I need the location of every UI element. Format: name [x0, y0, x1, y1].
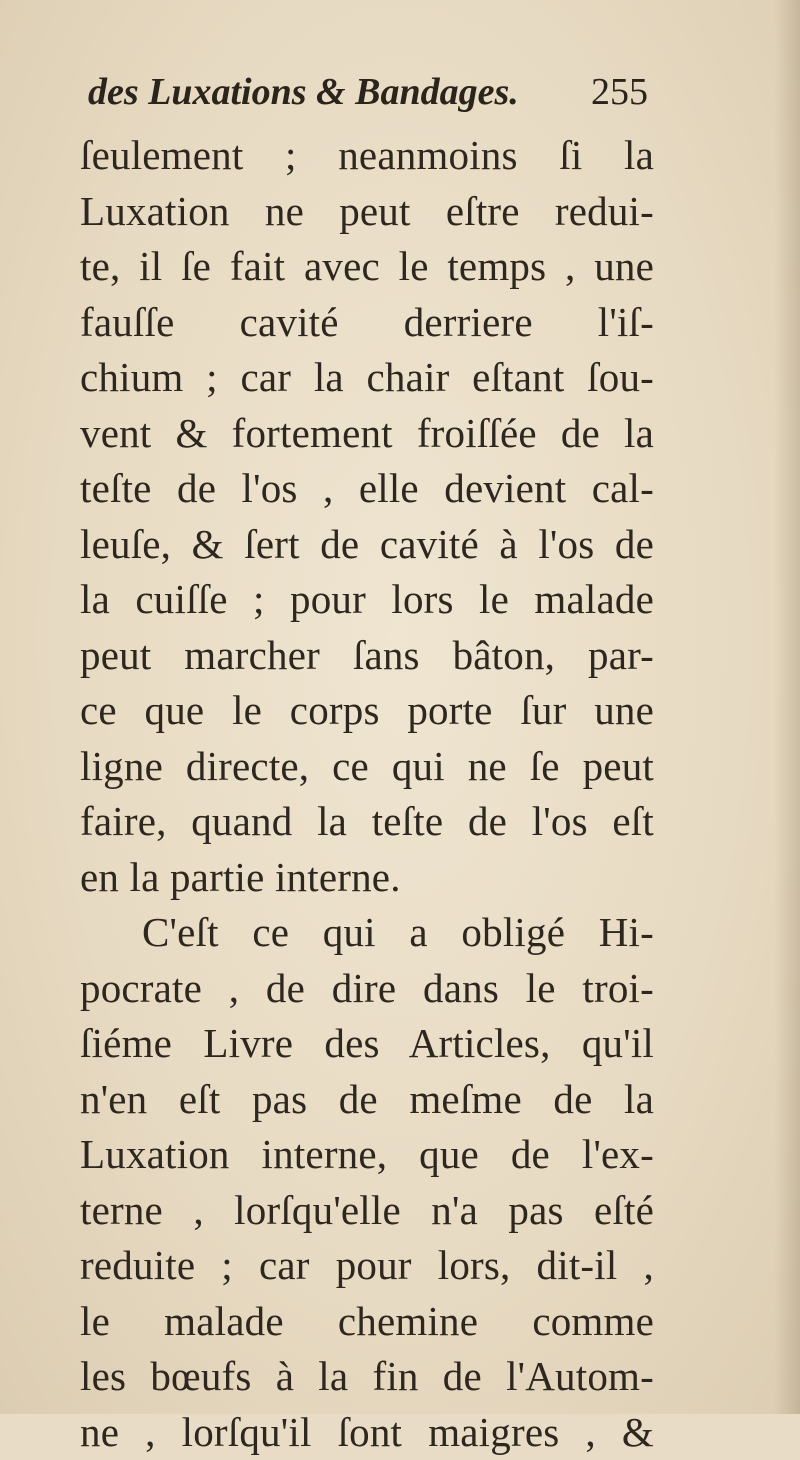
- text-line: ce que le corps porte ſur une: [80, 683, 654, 739]
- running-header: [88, 70, 648, 122]
- text-line: reduite ; car pour lors, dit-il ,: [80, 1238, 654, 1294]
- text-line: n'en eſt pas de meſme de la: [80, 1072, 654, 1128]
- text-line: ligne directe, ce qui ne ſe peut: [80, 739, 654, 795]
- text-line: ſeulement ; neanmoins ſi la: [80, 128, 654, 184]
- text-line: ſiéme Livre des Articles, qu'il: [80, 1016, 654, 1072]
- running-title: des Luxations & Bandages.: [88, 71, 519, 113]
- text-line: en la partie interne.: [80, 850, 654, 906]
- text-line: te, il ſe fait avec le temps , une: [80, 239, 654, 295]
- text-line: pocrate , de dire dans le troi-: [80, 961, 654, 1017]
- text-line: peut marcher ſans bâton, par-: [80, 628, 654, 684]
- text-line: le malade chemine comme: [80, 1294, 654, 1350]
- page-number: 255: [591, 70, 648, 114]
- text-line: teſte de l'os , elle devient cal-: [80, 461, 654, 517]
- text-line: Luxation interne, que de l'ex-: [80, 1127, 654, 1183]
- text-line: les bœufs à la fin de l'Autom-: [80, 1349, 654, 1405]
- text-line: terne , lorſqu'elle n'a pas eſté: [80, 1183, 654, 1239]
- text-line: la cuiſſe ; pour lors le malade: [80, 572, 654, 628]
- text-line: Luxation ne peut eſtre redui-: [80, 184, 654, 240]
- page-edge-shadow: [774, 0, 800, 1414]
- text-line: ne , lorſqu'il ſont maigres , &: [80, 1405, 654, 1460]
- body-text: [80, 128, 654, 1460]
- text-line: fauſſe cavité derriere l'iſ-: [80, 295, 654, 351]
- text-line: vent & fortement froiſſée de la: [80, 406, 654, 462]
- text-line: chium ; car la chair eſtant ſou-: [80, 350, 654, 406]
- text-line: leuſe, & ſert de cavité à l'os de: [80, 517, 654, 573]
- text-line: faire, quand la teſte de l'os eſt: [80, 794, 654, 850]
- text-line: C'eſt ce qui a obligé Hi-: [80, 905, 654, 961]
